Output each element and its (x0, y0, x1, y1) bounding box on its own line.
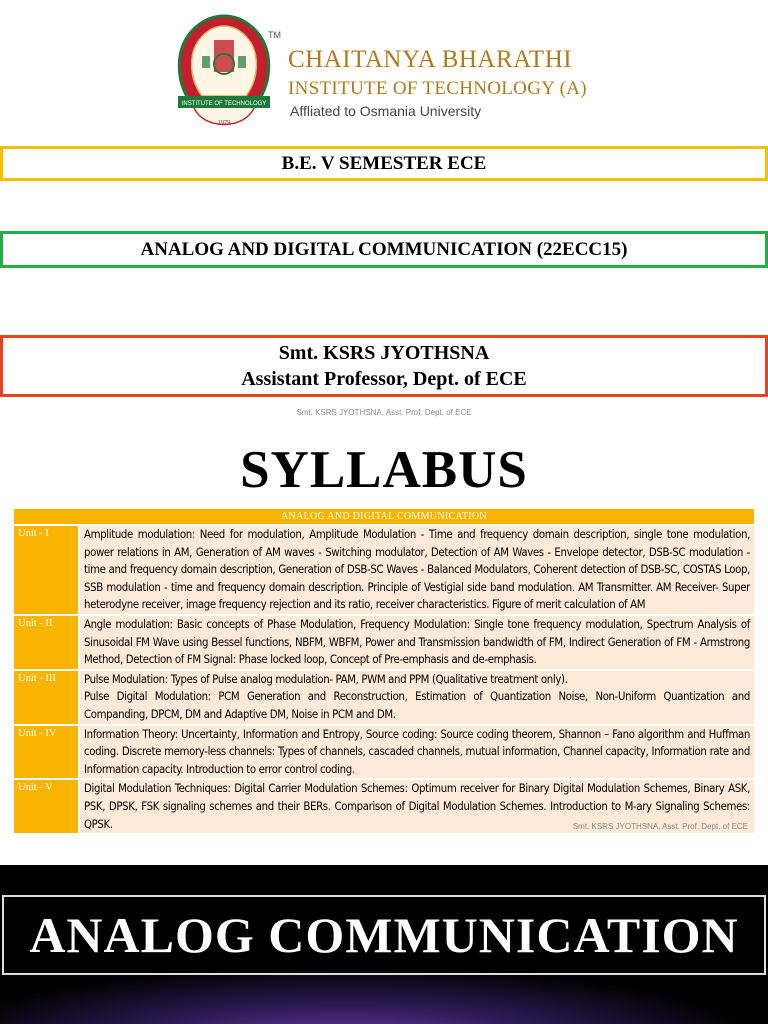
banner-title-box (2, 895, 766, 975)
syllabus-heading: SYLLABUS (240, 441, 528, 499)
unit-content (80, 726, 754, 779)
unit-content (80, 616, 754, 669)
trademark-mark: TM (268, 30, 281, 40)
unit-content (80, 780, 754, 833)
unit-label: Unit - II (14, 616, 78, 669)
syllabus-row (14, 671, 754, 724)
unit-content (80, 671, 754, 724)
syllabus-row (14, 616, 754, 669)
unit-paragraph: Pulse Digital Modulation: PCM Generation and Reconstruction, Estimation of Quantization Noise, Non-Uniform Quantization and Companding, DPCM, DM and Adaptive DM, Noise in PCM and DM. (84, 690, 750, 721)
institute-name: CHAITANYA BHARATHI (288, 46, 573, 73)
unit-paragraph: Information Theory: Uncertainty, Information and Entropy, Source coding: Source coding theorem, Shannon – Fano algorithm and Huffman coding. Discrete memory-less channels: Types of channels, cascaded channels, mutual information, Channel capacity, Information rate and Information capacity. Introduction to error control coding. (84, 727, 750, 776)
syllabus-table (14, 509, 754, 833)
semester-box (0, 146, 768, 181)
unit-label: Unit - III (14, 671, 78, 724)
banner-title: ANALOG COMMUNICATION (29, 907, 739, 963)
institute-affiliation: Affliated to Osmania University (290, 103, 482, 119)
faculty-box (0, 335, 768, 397)
unit-paragraph: Amplitude modulation: Need for modulation, Amplitude Modulation - Time and frequency domain description, single tone modulation, power relations in AM, Generation of AM waves - Switching modulator, Detection of AM Waves - Envelope detector, DSB-SC modulation - time and frequency domain description, Generation of DSB-SC Waves - Balanced Modulators, Coherent detection of DSB-SC, COSTAS Loop, SSB modulation - time and frequency domain description. Principle of Vestigial side band modulation. AM Transmitter. AM Receiver- Super heterodyne receiver, image frequency rejection and its ratio, receiver characteristics. Figure of merit calculation of AM (84, 528, 750, 612)
unit-paragraph: Angle modulation: Basic concepts of Phase Modulation, Frequency Modulation: Single tone frequency modulation, Spectrum Analysis of Sinusoidal FM Wave using Bessel functions, NBFM, WBFM, Power and Transmission bandwidth of FM, Indirect Generation of FM - Armstrong Method, Detection of FM Signal: Phase locked loop, Concept of Pre-emphasis and de-emphasis. (84, 617, 750, 667)
course-title-box (0, 231, 768, 268)
faculty-name: Smt. KSRS JYOTHSNA (278, 342, 490, 364)
unit-label: Unit - IV (14, 726, 78, 779)
syllabus-table-title: ANALOG AND DIGITAL COMMUNICATION (14, 509, 754, 524)
faculty-designation: Assistant Professor, Dept. of ECE (241, 368, 527, 390)
slide-footnote: Smt. KSRS JYOTHSNA, Asst. Prof. Dept. of ECE (296, 408, 472, 417)
unit-paragraph: Digital Modulation Techniques: Digital Carrier Modulation Schemes: Optimum receiver for Binary Digital Modulation Schemes, Binary ASK, PSK, DPSK, FSK signaling schemes and their BERs. Comparison of Digital Modulation Schemes. Introduction to M-ary Signaling Schemes: QPSK. (84, 782, 750, 831)
svg-text:1979: 1979 (218, 120, 230, 126)
syllabus-row (14, 526, 754, 614)
syllabus-row (14, 780, 754, 833)
table-footnote: Smt. KSRS JYOTHSNA, Asst. Prof. Dept. of ECE (572, 822, 748, 832)
institute-subtitle: INSTITUTE OF TECHNOLOGY (A) (288, 78, 587, 99)
semester-label: B.E. V SEMESTER ECE (281, 152, 487, 174)
svg-text:INSTITUTE OF TECHNOLOGY: INSTITUTE OF TECHNOLOGY (181, 101, 267, 107)
unit-content (80, 526, 754, 614)
unit-paragraph: Pulse Modulation: Types of Pulse analog modulation- PAM, PWM and PPM (Qualitative treatment only). (84, 672, 568, 686)
unit-label: Unit - I (14, 526, 78, 614)
institute-header (0, 0, 768, 140)
course-title: ANALOG AND DIGITAL COMMUNICATION (22ECC15) (140, 238, 628, 260)
institute-logo-icon (174, 12, 274, 138)
unit-label: Unit - V (14, 780, 78, 833)
next-slide-banner (0, 865, 768, 1024)
syllabus-row (14, 726, 754, 779)
